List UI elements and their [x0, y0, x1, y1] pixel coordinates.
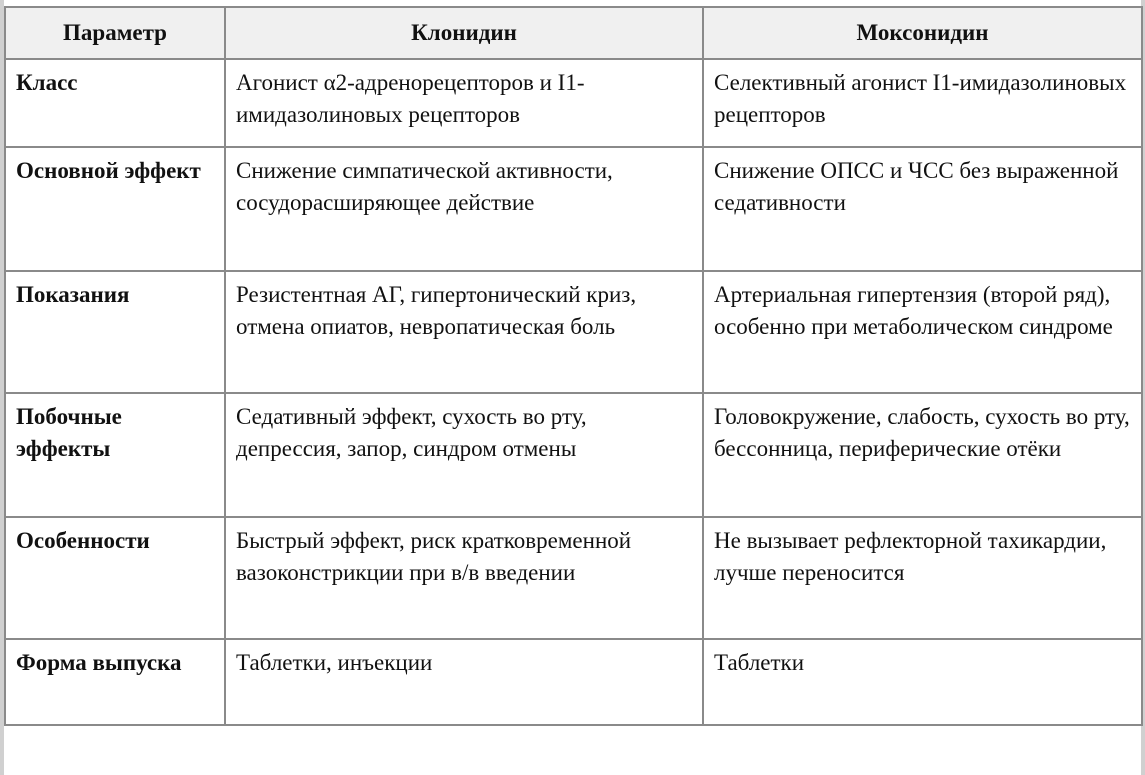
clonidine-cell: Седативный эффект, сухость во рту, депрессия, запор, синдром отмены — [225, 393, 703, 517]
row-parameter-cell: Класс — [5, 59, 225, 147]
moxonidine-cell: Не вызывает рефлекторной тахикардии, лучше переносится — [703, 517, 1142, 639]
table-row — [5, 393, 1142, 517]
row-parameter-cell: Форма выпуска — [5, 639, 225, 725]
table-row — [5, 147, 1142, 271]
header-moxonidine: Моксонидин — [703, 7, 1142, 59]
moxonidine-cell: Селективный агонист I1-имидазолиновых рецепторов — [703, 59, 1142, 147]
header-parameter: Параметр — [5, 7, 225, 59]
row-parameter-cell: Особенности — [5, 517, 225, 639]
row-parameter-cell: Побочные эффекты — [5, 393, 225, 517]
clonidine-cell: Снижение симпатической активности, сосудорасширяющее действие — [225, 147, 703, 271]
table-body — [5, 59, 1142, 725]
clonidine-cell: Агонист α2-адренорецепторов и I1-имидазолиновых рецепторов — [225, 59, 703, 147]
clonidine-cell: Резистентная АГ, гипертонический криз, отмена опиатов, невропатическая боль — [225, 271, 703, 393]
moxonidine-cell: Головокружение, слабость, сухость во рту, бессонница, периферические отёки — [703, 393, 1142, 517]
table-header — [5, 7, 1142, 59]
table-row — [5, 271, 1142, 393]
row-parameter-cell: Основной эффект — [5, 147, 225, 271]
header-clonidine: Клонидин — [225, 7, 703, 59]
row-parameter-cell: Показания — [5, 271, 225, 393]
table-row — [5, 639, 1142, 725]
table-row — [5, 517, 1142, 639]
clonidine-cell: Таблетки, инъекции — [225, 639, 703, 725]
header-row — [5, 7, 1142, 59]
comparison-table — [4, 6, 1143, 726]
moxonidine-cell: Артериальная гипертензия (второй ряд), особенно при метаболическом синдроме — [703, 271, 1142, 393]
table-row — [5, 59, 1142, 147]
moxonidine-cell: Снижение ОПСС и ЧСС без выраженной седативности — [703, 147, 1142, 271]
moxonidine-cell: Таблетки — [703, 639, 1142, 725]
clonidine-cell: Быстрый эффект, риск кратковременной вазоконстрикции при в/в введении — [225, 517, 703, 639]
